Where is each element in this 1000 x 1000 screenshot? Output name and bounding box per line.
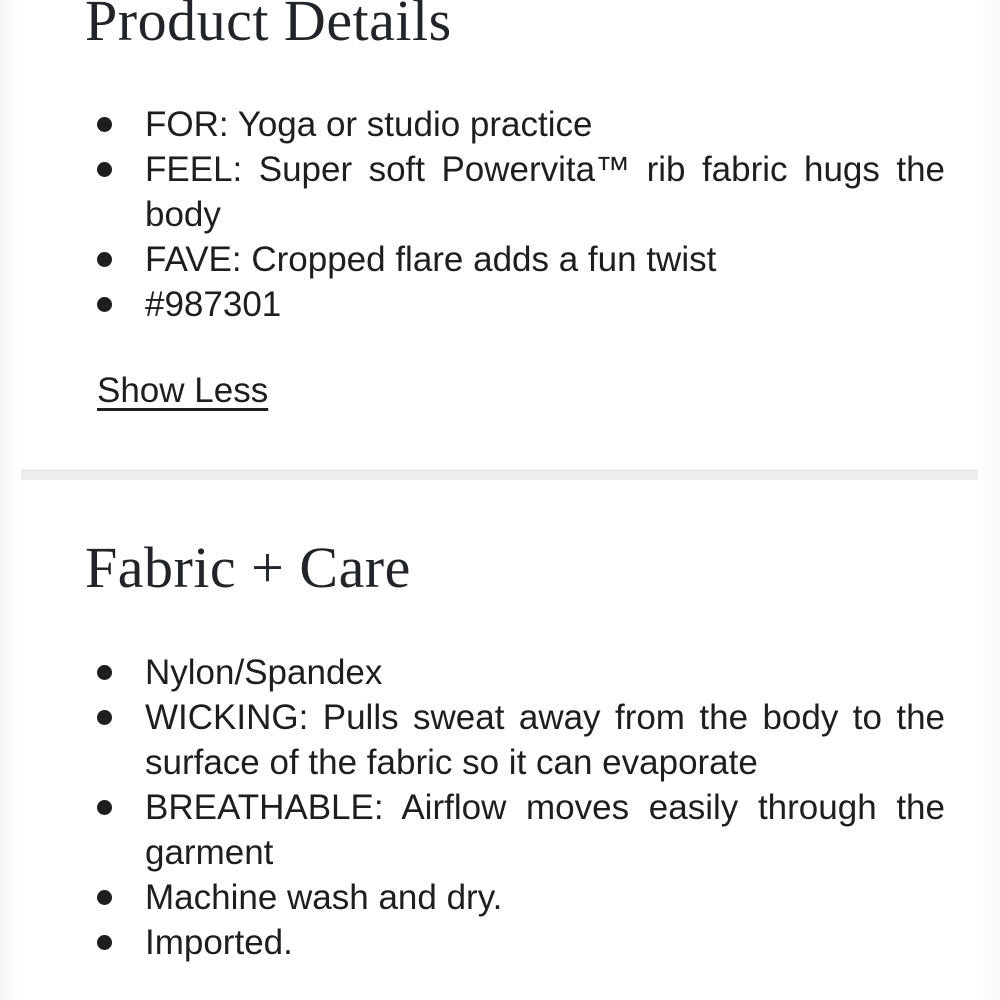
list-item-text: BREATHABLE: Airflow moves easily through the garment bbox=[145, 788, 945, 872]
list-item bbox=[97, 920, 945, 965]
list-item-text: Machine wash and dry. bbox=[145, 878, 503, 917]
bullet-icon bbox=[97, 117, 112, 132]
show-less-link[interactable]: Show Less bbox=[97, 371, 269, 410]
list-item bbox=[97, 875, 945, 920]
bullet-icon bbox=[97, 935, 112, 950]
bullet-icon bbox=[97, 297, 112, 312]
list-item-text: Nylon/Spandex bbox=[145, 653, 383, 692]
list-item bbox=[97, 102, 945, 147]
bullet-icon bbox=[97, 252, 112, 267]
product-details-list bbox=[0, 102, 945, 327]
list-item bbox=[97, 650, 945, 695]
bullet-icon bbox=[97, 710, 112, 725]
list-item bbox=[97, 237, 945, 282]
list-item-text: Imported. bbox=[145, 923, 293, 962]
fabric-care-list bbox=[0, 650, 945, 965]
list-item bbox=[97, 695, 945, 785]
list-item bbox=[97, 282, 945, 327]
list-item bbox=[97, 147, 945, 237]
product-details-title: Product Details bbox=[85, 0, 452, 53]
list-item-text: FAVE: Cropped flare adds a fun twist bbox=[145, 240, 717, 279]
section-divider bbox=[21, 469, 978, 480]
bullet-icon bbox=[97, 665, 112, 680]
fabric-care-title: Fabric + Care bbox=[85, 535, 411, 600]
list-item-text: WICKING: Pulls sweat away from the body to the surface of the fabric so it can evaporate bbox=[145, 698, 945, 782]
bullet-icon bbox=[97, 800, 112, 815]
list-item-text: #987301 bbox=[145, 285, 282, 324]
list-item-text: FOR: Yoga or studio practice bbox=[145, 105, 593, 144]
list-item bbox=[97, 785, 945, 875]
list-item-text: FEEL: Super soft Powervita™ rib fabric hugs the body bbox=[145, 150, 945, 234]
right-edge-shadow bbox=[978, 0, 1000, 1000]
bullet-icon bbox=[97, 162, 112, 177]
bullet-icon bbox=[97, 890, 112, 905]
